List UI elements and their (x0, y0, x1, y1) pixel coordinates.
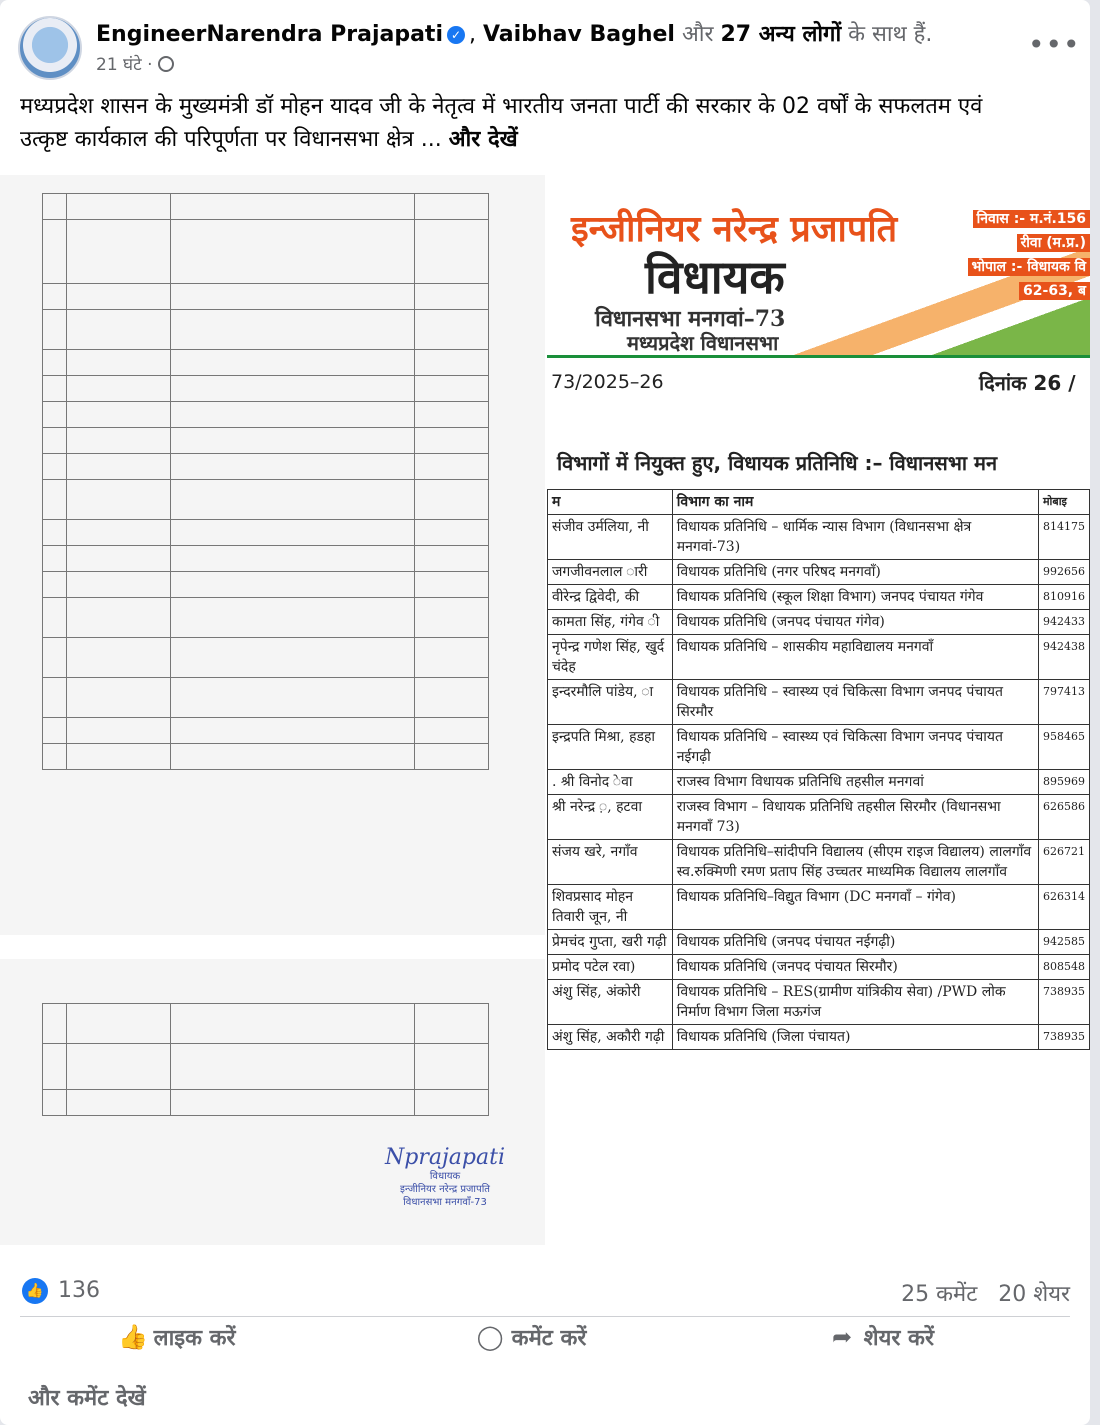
table-row (548, 680, 1090, 725)
header-department: विभाग का नाम (672, 490, 1038, 515)
row-mobile-cell: 810916 (1038, 585, 1089, 610)
comment-count[interactable]: 25 कमेंट (901, 1282, 978, 1307)
table-row (548, 1025, 1090, 1050)
row-mobile-cell: 738935 (1038, 1025, 1089, 1050)
row-name-cell: इन्द्रपति मिश्रा, हडहा (548, 725, 673, 770)
letter-date: दिनांक 26 / (979, 371, 1076, 395)
like-reaction-icon[interactable]: 👍 (22, 1278, 48, 1304)
row-mobile-cell: 626721 (1038, 840, 1089, 885)
row-department-cell: विधायक प्रतिनिधि (जनपद पंचायत नईगढ़ी) (672, 930, 1038, 955)
row-mobile-cell: 942585 (1038, 930, 1089, 955)
letterhead-name: इन्जीनियर नरेन्द्र प्रजापति (571, 208, 898, 250)
row-mobile-cell: 626314 (1038, 885, 1089, 930)
row-name-cell: इन्दरमौलि पांडेय, ा (548, 680, 673, 725)
row-mobile-cell: 992656 (1038, 560, 1089, 585)
post-time[interactable]: 21 घंटे (96, 55, 142, 75)
row-department-cell: विधायक प्रतिनिधि (स्कूल शिक्षा विभाग) जनपद पंचायत गंगेव (672, 585, 1038, 610)
row-name-cell: संजय खरे, नगाँव (548, 840, 673, 885)
row-department-cell: विधायक प्रतिनिधि (नगर परिषद मनगवाँ) (672, 560, 1038, 585)
row-department-cell: विधायक प्रतिनिधि – RES(ग्रामीण यांत्रिकीय सेवा) /PWD लोक निर्माण विभाग जिला मऊगंज (672, 980, 1038, 1025)
verified-badge-icon: ✓ (447, 26, 465, 44)
others-link[interactable]: 27 अन्य लोगों (720, 22, 842, 47)
divider (20, 1316, 1070, 1317)
document-table-left (42, 193, 489, 770)
share-arrow-icon: ➦ (831, 1323, 853, 1351)
table-row (548, 795, 1090, 840)
table-row (548, 635, 1090, 680)
table-row (548, 930, 1090, 955)
with-suffix: के साथ हैं. (848, 22, 933, 47)
header-mobile: मोबाइ (1038, 490, 1089, 515)
letterhead-title: विधायक (645, 250, 785, 304)
signature-line-2: इन्जीनियर नरेन्द्र प्रजापति (400, 1184, 490, 1195)
row-mobile-cell: 958465 (1038, 725, 1089, 770)
row-mobile-cell: 814175 (1038, 515, 1089, 560)
row-department-cell: विधायक प्रतिनिधि–विद्युत विभाग (DC मनगवाँ – गंगेव) (672, 885, 1038, 930)
more-options-icon[interactable]: ••• (1028, 28, 1081, 61)
author-avatar[interactable] (18, 16, 82, 80)
row-department-cell: राजस्व विभाग विधायक प्रतिनिधि तहसील मनगवां (672, 770, 1038, 795)
row-name-cell: अंशु सिंह, अकौरी गढ़ी (548, 1025, 673, 1050)
row-department-cell: विधायक प्रतिनिधि (जनपद पंचायत सिरमौर) (672, 955, 1038, 980)
row-department-cell: राजस्व विभाग – विधायक प्रतिनिधि तहसील सिरमौर (विधानसभा मनगवाँ 73) (672, 795, 1038, 840)
row-mobile-cell: 808548 (1038, 955, 1089, 980)
address-line-2: रीवा (म.प्र.) (1017, 234, 1090, 252)
table-row (548, 560, 1090, 585)
row-name-cell: . श्री विनोद ेवा (548, 770, 673, 795)
table-row (548, 955, 1090, 980)
post-header (96, 18, 932, 48)
share-button-label: शेयर करें (863, 1326, 934, 1351)
engagement-counts (901, 1278, 1070, 1308)
row-name-cell: प्रमोद पटेल रवा) (548, 955, 673, 980)
globe-icon (158, 56, 174, 72)
letter-heading: विभागों में नियुक्त हुए, विधायक प्रतिनिधि :– विधानसभा मन (557, 451, 998, 475)
header-name: म (548, 490, 673, 515)
like-button-label: लाइक करें (153, 1326, 236, 1351)
row-department-cell: विधायक प्रतिनिधि (जनपद पंचायत गंगेव) (672, 610, 1038, 635)
document-image-right[interactable] (547, 175, 1090, 1245)
signature-line-1: विधायक (429, 1171, 461, 1182)
row-mobile-cell: 797413 (1038, 680, 1089, 725)
row-mobile-cell: 942438 (1038, 635, 1089, 680)
see-more-link[interactable]: और देखें (448, 127, 518, 152)
address-line-1: निवास :- म.नं.156 (973, 210, 1090, 228)
post-meta (96, 52, 174, 75)
row-mobile-cell: 626586 (1038, 795, 1089, 840)
table-row (548, 840, 1090, 885)
and-text: और (681, 22, 714, 47)
row-name-cell: संजीव उर्मलिया, नी (548, 515, 673, 560)
row-department-cell: विधायक प्रतिनिधि – स्वास्थ्य एवं चिकित्सा विभाग जनपद पंचायत सिरमौर (672, 680, 1038, 725)
row-name-cell: नृपेन्द्र गणेश सिंह, खुर्द चंदेह (548, 635, 673, 680)
row-name-cell: शिवप्रसाद मोहन तिवारी जून, नी (548, 885, 673, 930)
letterhead-assembly: मध्यप्रदेश विधानसभा (627, 331, 779, 355)
share-button[interactable] (828, 1322, 934, 1362)
row-department-cell: विधायक प्रतिनिधि–सांदीपनि विद्यालय (सीएम राइज विद्यालय) लालगाँव स्व.रुक्मिणी रमण प्रताप सिंह उच्चतर माध्यमिक विद्यालय लालगाँव (672, 840, 1038, 885)
row-name-cell: वीरेन्द्र द्विवेदी, की (548, 585, 673, 610)
letter-ref-number: 73/2025–26 (551, 371, 664, 393)
row-department-cell: विधायक प्रतिनिधि (जिला पंचायत) (672, 1025, 1038, 1050)
table-header-row (548, 490, 1090, 515)
address-line-4: 62-63, ब (1019, 282, 1090, 300)
post-media[interactable] (0, 175, 1090, 1245)
row-department-cell: विधायक प्रतिनिधि – स्वास्थ्य एवं चिकित्सा विभाग जनपद पंचायत नईगढ़ी (672, 725, 1038, 770)
appointments-table (547, 489, 1090, 1050)
with-separator: , (468, 22, 483, 47)
comment-button-label: कमेंट करें (511, 1326, 587, 1351)
tagged-person[interactable]: Vaibhav Baghel (482, 22, 675, 47)
row-name-cell: अंशु सिंह, अंकोरी (548, 980, 673, 1025)
table-row (548, 585, 1090, 610)
row-department-cell: विधायक प्रतिनिधि – शासकीय महाविद्यालय मनगवाँ (672, 635, 1038, 680)
view-more-comments-link[interactable]: और कमेंट देखें (28, 1386, 146, 1411)
row-name-cell: कामता सिंह, गंगेव ी (548, 610, 673, 635)
thumbs-up-icon: 👍 (118, 1323, 148, 1351)
row-name-cell: श्री नरेन्द्र ़, हटवा (548, 795, 673, 840)
table-row (548, 725, 1090, 770)
row-department-cell: विधायक प्रतिनिधि – धार्मिक न्यास विभाग (विधानसभा क्षेत्र मनगवां-73) (672, 515, 1038, 560)
letterhead-address (967, 207, 1090, 303)
row-mobile-cell: 895969 (1038, 770, 1089, 795)
like-count[interactable]: 136 (58, 1278, 100, 1303)
table-row (548, 610, 1090, 635)
signature-scribble: Nprajapati (385, 1145, 505, 1170)
comment-button[interactable] (476, 1322, 586, 1362)
share-count[interactable]: 20 शेयर (998, 1282, 1070, 1307)
table-row (548, 770, 1090, 795)
letterhead-banner (547, 193, 1090, 358)
document-image-left[interactable] (0, 175, 545, 935)
row-mobile-cell: 738935 (1038, 980, 1089, 1025)
row-mobile-cell: 942433 (1038, 610, 1089, 635)
row-name-cell: जगजीवनलाल ारी (548, 560, 673, 585)
table-row (548, 515, 1090, 560)
table-row (548, 980, 1090, 1025)
signature-line-3: विधानसभा मनगवाँ-73 (403, 1197, 487, 1208)
author-name[interactable]: EngineerNarendra Prajapati (96, 22, 443, 47)
signature-block (375, 1145, 515, 1209)
address-line-3: भोपाल :- विधायक वि (968, 258, 1091, 276)
post-text: मध्यप्रदेश शासन के मुख्यमंत्री डॉ मोहन यादव जी के नेतृत्व में भारतीय जनता पार्टी की सरकार के 02 वर्षों के सफलतम एवं उत्कृष्ट कार्यकाल की परिपूर्णता पर विधानसभा क्षेत्र ... (20, 94, 983, 152)
table-row (548, 885, 1090, 930)
comment-bubble-icon: ◯ (476, 1323, 504, 1351)
post-body (20, 90, 1020, 156)
letterhead-constituency: विधानसभा मनगवां–73 (595, 306, 786, 332)
row-name-cell: प्रेमचंद गुप्ता, खरी गढ़ी (548, 930, 673, 955)
document-table-left-bottom (42, 1003, 489, 1116)
meta-dot: · (147, 55, 153, 75)
like-button[interactable] (118, 1322, 236, 1362)
